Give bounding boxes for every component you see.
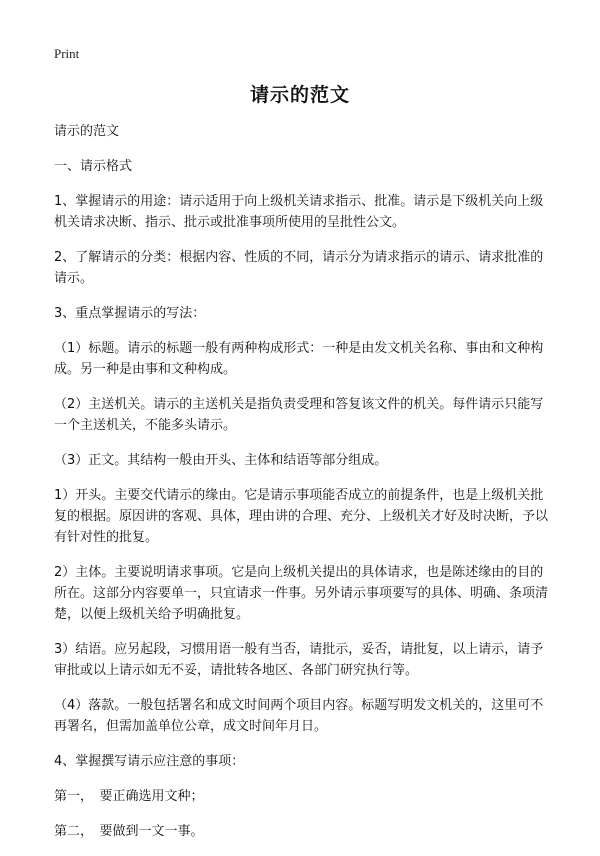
paragraph-note-second: 第二， 要做到一文一事。 [54, 824, 204, 839]
paragraph-usage: 1、掌握请示的用途：请示适用于向上级机关请求指示、批准。请示是下级机关向上级机关请求决断、指示、批示或批准事项所使用的呈批性公文。 [54, 194, 544, 230]
document-body [54, 121, 554, 856]
paragraph-subtitle: 请示的范文 [54, 124, 120, 139]
paragraph-body-rule: （3）正文。其结构一般由开头、主体和结语等部分组成。 [54, 453, 388, 468]
paragraph-section-format: 一、请示格式 [54, 159, 133, 174]
paragraph-main-body: 2）主体。主要说明请求事项。它是向上级机关提出的具体请求，也是陈述缘由的目的所在。这部分内容要单一，只宜请求一件事。另外请示事项要写的具体、明确、条项清楚，以便上级机关给予明确批复。 [54, 565, 549, 622]
document-title: 请示的范文 [249, 84, 350, 106]
paragraph-title-rule: （1）标题。请示的标题一般有两种构成形式：一种是由发文机关名称、事由和文种构成。另一种是由事和文种构成。 [54, 341, 544, 377]
paragraph-classification: 2、了解请示的分类：根据内容、性质的不同，请示分为请求指示的请示、请求批准的请示。 [54, 250, 544, 286]
paragraph-writing-method: 3、重点掌握请示的写法： [54, 306, 206, 321]
paragraph-closing: 3）结语。应另起段，习惯用语一般有当否，请批示，妥否，请批复，以上请示，请予审批或以上请示如无不妥，请批转各地区、各部门研究执行等。 [54, 642, 544, 678]
paragraph-recipient-rule: （2）主送机关。请示的主送机关是指负责受理和答复该文件的机关。每件请示只能写一个主送机关，不能多头请示。 [54, 397, 544, 433]
paragraph-signature: （4）落款。一般包括署名和成文时间两个项目内容。标题写明发文机关的，这里可不再署名，但需加盖单位公章，成文时间年月日。 [54, 698, 544, 734]
paragraph-opening: 1）开头。主要交代请示的缘由。它是请示事项能否成立的前提条件，也是上级机关批复的根据。原因讲的客观、具体，理由讲的合理、充分、上级机关才好及时决断，予以有针对性的批复。 [54, 488, 549, 545]
paragraph-note-first: 第一， 要正确选用文种； [54, 789, 204, 804]
paragraph-notes-heading: 4、掌握撰写请示应注意的事项： [54, 754, 245, 769]
print-link[interactable]: Print [54, 46, 80, 61]
